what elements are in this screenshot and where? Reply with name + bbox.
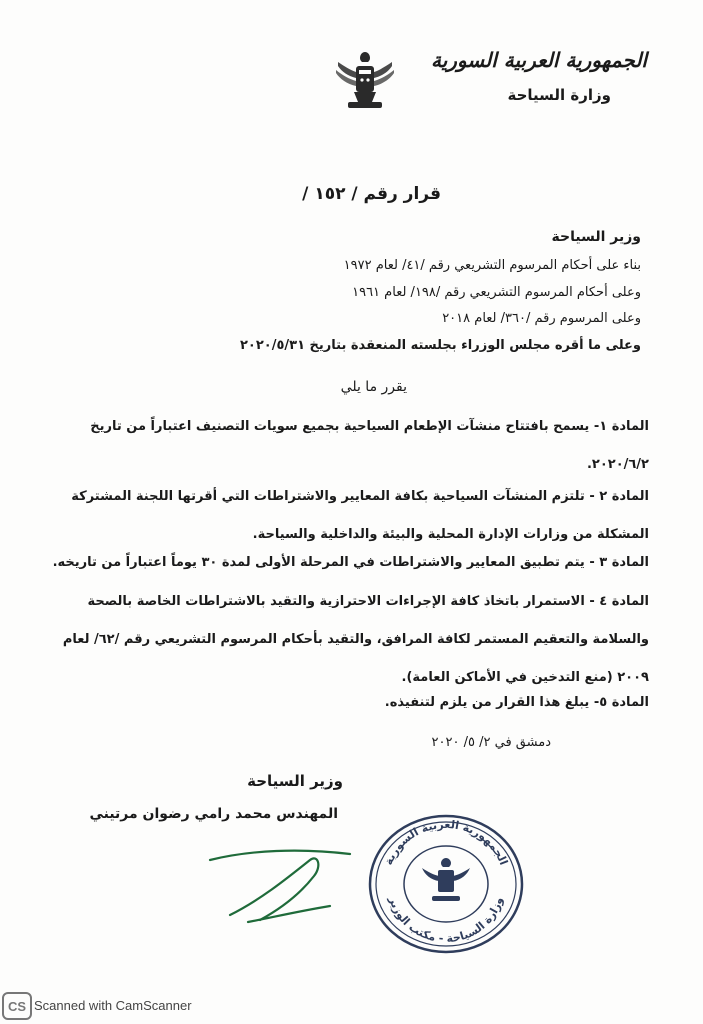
article-label: المادة ٣ - <box>589 555 649 570</box>
place-date: دمشق في ٢/ ٥/ ٢٠٢٠ <box>431 735 551 750</box>
preamble-line: وعلى أحكام المرسوم التشريعي رقم /١٩٨/ لعام ١٩٦١ <box>352 285 641 300</box>
article-label: المادة ٥- <box>593 695 649 710</box>
decision-number: قرار رقم / ١٥٢ / <box>302 184 441 204</box>
article-text: يبلغ هذا القرار من يلزم لتنفيذه. <box>384 695 590 710</box>
issuer-title: وزير السياحة <box>551 229 641 245</box>
signatory-title: وزير السياحة <box>247 772 343 790</box>
letterhead-ministry: وزارة السياحة <box>507 86 611 104</box>
article-label: المادة ٤ - <box>589 594 649 609</box>
camscanner-watermark-text: Scanned with CamScanner <box>34 998 192 1013</box>
decides-heading: يقرر ما يلي <box>340 379 407 395</box>
syrian-eagle-emblem-icon <box>332 48 398 112</box>
stamp-top-text: الجمهورية العربية السورية <box>381 817 511 867</box>
preamble-line: وعلى ما أقره مجلس الوزراء بجلسته المنعقدة بتاريخ ٢٠٢٠/٥/٣١ <box>239 338 641 353</box>
article <box>49 684 649 722</box>
handwritten-signature <box>190 820 360 930</box>
svg-text:وزارة السياحة - مكتب الوزير <box>386 895 505 946</box>
stamp-eagle-icon <box>422 858 470 901</box>
official-stamp <box>366 812 526 957</box>
article-text: الاستمرار باتخاذ كافة الإجراءات الاحترازية والتقيد بالاشتراطات الخاصة بالصحة والسلامة والتعقيم المستمر لكافة المرافق، والتقيد بأحكام المرسوم التشريعي رقم /٦٢/ لعام ٢٠٠٩ (منع التدخين في الأماكن العامة). <box>62 594 649 685</box>
signatory-name: المهندس محمد رامي رضوان مرتيني <box>89 806 338 822</box>
article-text: يسمح بافتتاح منشآت الإطعام السياحية بجميع سويات التصنيف اعتباراً من تاريخ ٢٠٢٠/٦/٢. <box>90 419 649 472</box>
preamble-line: وعلى المرسوم رقم /٣٦٠/ لعام ٢٠١٨ <box>442 311 641 326</box>
article <box>49 544 649 582</box>
article-label: المادة ١- <box>593 419 649 434</box>
article <box>49 408 649 484</box>
article-label: المادة ٢ - <box>589 489 649 504</box>
article-text: تلتزم المنشآت السياحية بكافة المعايير والاشتراطات التي أقرتها اللجنة المشتركة المشكلة من وزارات الإدارة المحلية والبيئة والداخلية والسياحة. <box>71 489 649 542</box>
stamp-bottom-text: وزارة السياحة - مكتب الوزير <box>386 895 506 946</box>
article <box>49 583 649 697</box>
camscanner-logo-icon <box>2 992 32 1020</box>
preamble-line: بناء على أحكام المرسوم التشريعي رقم /٤١/ لعام ١٩٧٢ <box>343 258 641 273</box>
article-text: يتم تطبيق المعايير والاشتراطات في المرحلة الأولى لمدة ٣٠ يوماً اعتباراً من تاريخه. <box>52 555 585 570</box>
svg-text:CS: CS <box>7 999 27 1014</box>
letterhead-country: الجمهورية العربية السورية <box>431 48 647 72</box>
article <box>49 478 649 554</box>
